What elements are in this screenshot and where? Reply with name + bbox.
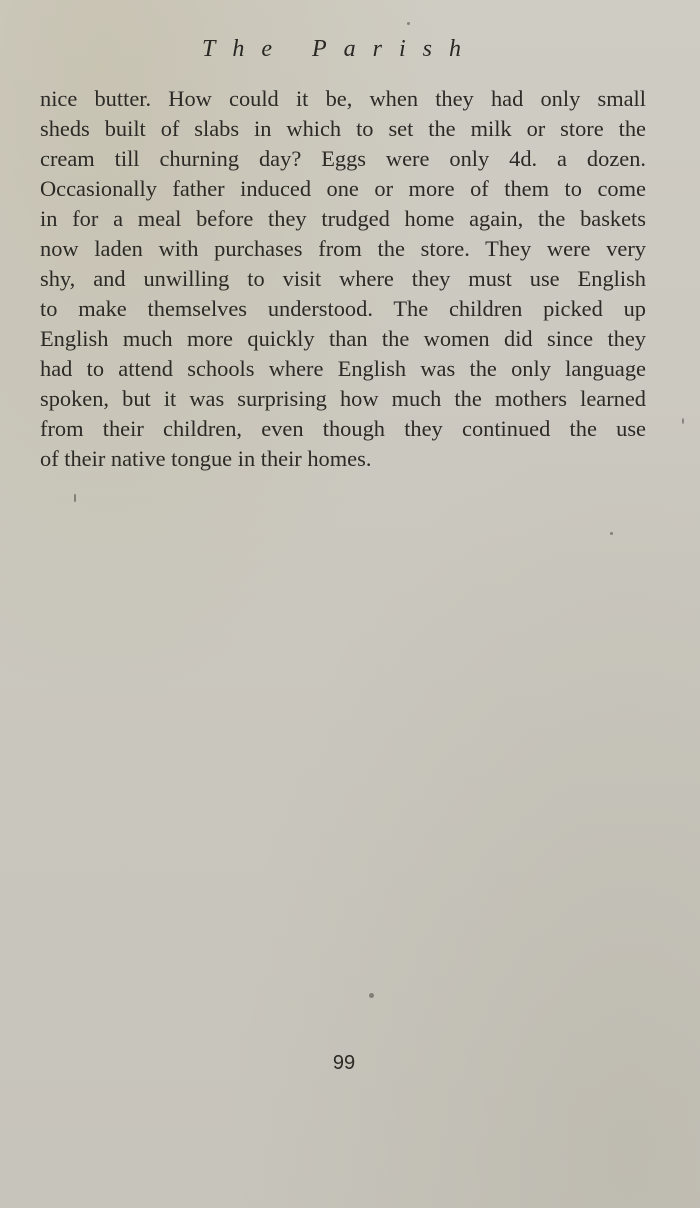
paper-speck bbox=[407, 22, 410, 25]
paper-speck bbox=[74, 494, 76, 502]
paper-speck bbox=[610, 532, 613, 535]
text-line: from their children, even though they continued the use bbox=[40, 416, 646, 441]
page-number: 99 bbox=[332, 1052, 356, 1074]
paper-speck bbox=[682, 418, 684, 424]
text-line: English much more quickly than the women did since they bbox=[40, 326, 646, 351]
text-line: Occasionally father induced one or more of them to come bbox=[40, 176, 646, 201]
text-line: sheds built of slabs in which to set the milk or store the bbox=[40, 116, 646, 141]
text-line: in for a meal before they trudged home again, the baskets bbox=[40, 206, 646, 231]
running-head: The Parish bbox=[201, 36, 478, 62]
text-line: had to attend schools where English was the only language bbox=[40, 356, 646, 381]
body-paragraph bbox=[40, 84, 646, 474]
text-line: shy, and unwilling to visit where they must use English bbox=[40, 266, 646, 291]
text-line: spoken, but it was surprising how much the mothers learned bbox=[40, 386, 646, 411]
text-line: cream till churning day? Eggs were only 4d. a dozen. bbox=[40, 146, 646, 171]
text-line: nice butter. How could it be, when they had only small bbox=[40, 86, 646, 111]
paper-speck bbox=[369, 993, 374, 998]
text-line: now laden with purchases from the store. They were very bbox=[40, 236, 646, 261]
text-line: of their native tongue in their homes. bbox=[40, 446, 372, 471]
text-line: to make themselves understood. The children picked up bbox=[40, 296, 646, 321]
